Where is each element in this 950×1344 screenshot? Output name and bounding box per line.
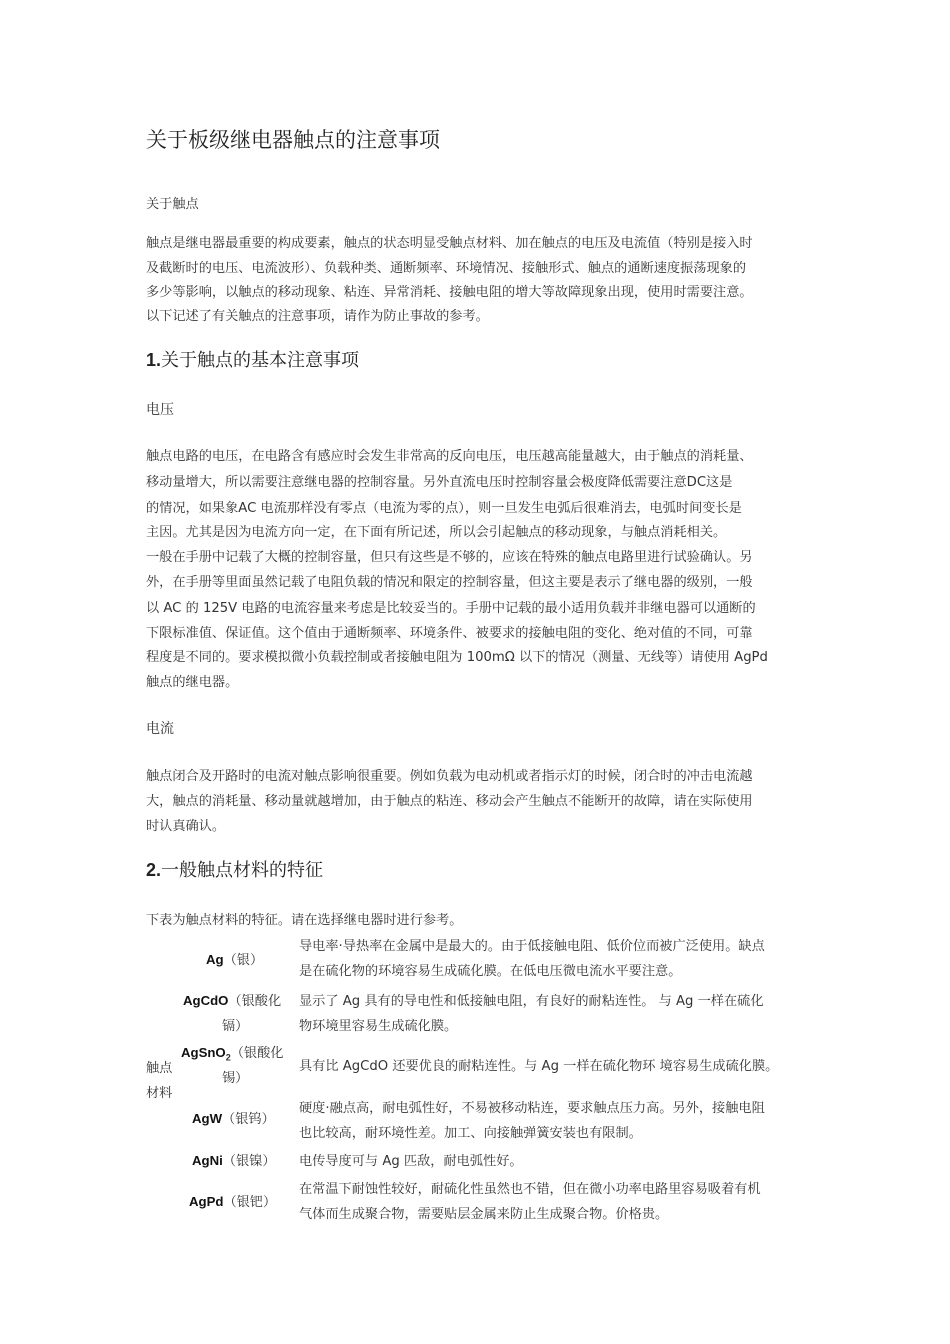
section2-heading <box>146 856 323 882</box>
material-desc: 硬度·融点高，耐电弧性好，不易被移动粘连，要求触点压力高。另外，接触电阻 <box>299 1101 765 1116</box>
material-desc: 也比较高，耐环境性差。加工、向接触弹簧安装也有限制。 <box>299 1126 642 1141</box>
voltage-line: 外，在手册等里面虽然记载了电阻负载的情况和限定的控制容量，但这主要是表示了继电器的级别，一般 <box>146 575 753 590</box>
section1-title: 关于触点的基本注意事项 <box>161 350 360 371</box>
material-desc: 电传导度可与 Ag 匹敌，耐电弧性好。 <box>299 1154 523 1169</box>
intro-heading: 关于触点 <box>146 197 199 212</box>
material-name: Ag（银） <box>206 952 264 968</box>
section2-title: 一般触点材料的特征 <box>161 860 324 881</box>
side-label: 触点 <box>146 1061 173 1076</box>
intro-line: 多少等影响，以触点的移动现象、粘连、异常消耗、接触电阻的增大等故障现象出现，使用时需要注意。 <box>146 285 753 300</box>
page-title: 关于板级继电器触点的注意事项 <box>146 128 440 152</box>
voltage-line: 以 AC 的 125V 电路的电流容量来考虑是比较妥当的。手册中记载的最小适用负载并非继电器可以通断的 <box>146 601 756 616</box>
section2-intro: 下表为触点材料的特征。请在选择继电器时进行参考。 <box>146 913 463 928</box>
voltage-line: 一般在手册中记载了大概的控制容量，但只有这些是不够的，应该在特殊的触点电路里进行试验确认。另 <box>146 550 753 565</box>
material-desc: 显示了 Ag 具有的导电性和低接触电阻，有良好的耐粘连性。 与 Ag 一样在硫化 <box>299 994 764 1009</box>
voltage-line: 触点电路的电压，在电路含有感应时会发生非常高的反向电压，电压越高能量越大，由于触点的消耗量、 <box>146 449 753 464</box>
voltage-line: 主因。尤其是因为电流方向一定，在下面有所记述，所以会引起触点的移动现象，与触点消耗相关。 <box>146 525 727 540</box>
voltage-line: 触点的继电器。 <box>146 675 239 690</box>
material-name: AgW（银钨） <box>192 1111 275 1127</box>
material-desc: 是在硫化物的环境容易生成硫化膜。在低电压微电流水平要注意。 <box>299 964 682 979</box>
voltage-line: 程度是不同的。要求模拟微小负载控制或者接触电阻为 100mΩ 以下的情况（测量、无线等）请使用 AgPd <box>146 650 768 665</box>
current-line: 时认真确认。 <box>146 819 226 834</box>
current-line: 大，触点的消耗量、移动量就越增加，由于触点的粘连、移动会产生触点不能断开的故障，请在实际使用 <box>146 794 753 809</box>
intro-line: 以下记述了有关触点的注意事项，请作为防止事故的参考。 <box>146 309 489 324</box>
material-name: AgCdO（银酸化 <box>183 993 282 1009</box>
material-desc: 具有比 AgCdO 还要优良的耐粘连性。与 Ag 一样在硫化物环 境容易生成硫化膜。 <box>299 1059 779 1074</box>
current-heading: 电流 <box>146 721 174 737</box>
intro-line: 及截断时的电压、电流波形）、负载种类、通断频率、环境情况、接触形式、触点的通断速度振荡现象的 <box>146 261 747 276</box>
material-desc: 导电率·导热率在金属中是最大的。由于低接触电阻、低价位而被广泛使用。缺点 <box>299 939 765 954</box>
section1-number: 1. <box>146 350 162 370</box>
voltage-line: 移动量增大，所以需要注意继电器的控制容量。另外直流电压时控制容量会极度降低需要注意DC这是 <box>146 475 733 490</box>
side-label: 材料 <box>146 1086 173 1101</box>
voltage-line: 的情况，如果象AC 电流那样没有零点（电流为零的点），则一旦发生电弧后很难消去，电弧时间变长是 <box>146 501 742 516</box>
material-name: AgNi（银镍） <box>192 1153 276 1169</box>
section2-number: 2. <box>146 860 162 880</box>
intro-line: 触点是继电器最重要的构成要素，触点的状态明显受触点材料、加在触点的电压及电流值（特别是接入时 <box>146 236 753 251</box>
material-name-cont: 锡） <box>222 1071 249 1086</box>
current-line: 触点闭合及开路时的电流对触点影响很重要。例如负载为电动机或者指示灯的时候，闭合时的冲击电流越 <box>146 769 753 784</box>
material-desc: 气体而生成聚合物，需要贴层金属来防止生成聚合物。价格贵。 <box>299 1207 669 1222</box>
material-name-cont: 镉） <box>222 1019 249 1034</box>
voltage-line: 下限标准值、保证值。这个值由于通断频率、环境条件、被要求的接触电阻的变化、绝对值的不同，可靠 <box>146 626 753 641</box>
material-desc: 物环境里容易生成硫化膜。 <box>299 1019 458 1034</box>
section1-heading <box>146 346 359 372</box>
material-name: AgSnO$_2$（银酸化 <box>181 1045 284 1063</box>
material-name: AgPd（银钯） <box>189 1194 277 1210</box>
voltage-heading: 电压 <box>146 402 174 418</box>
material-desc: 在常温下耐蚀性较好，耐硫化性虽然也不错，但在微小功率电路里容易吸着有机 <box>299 1182 761 1197</box>
